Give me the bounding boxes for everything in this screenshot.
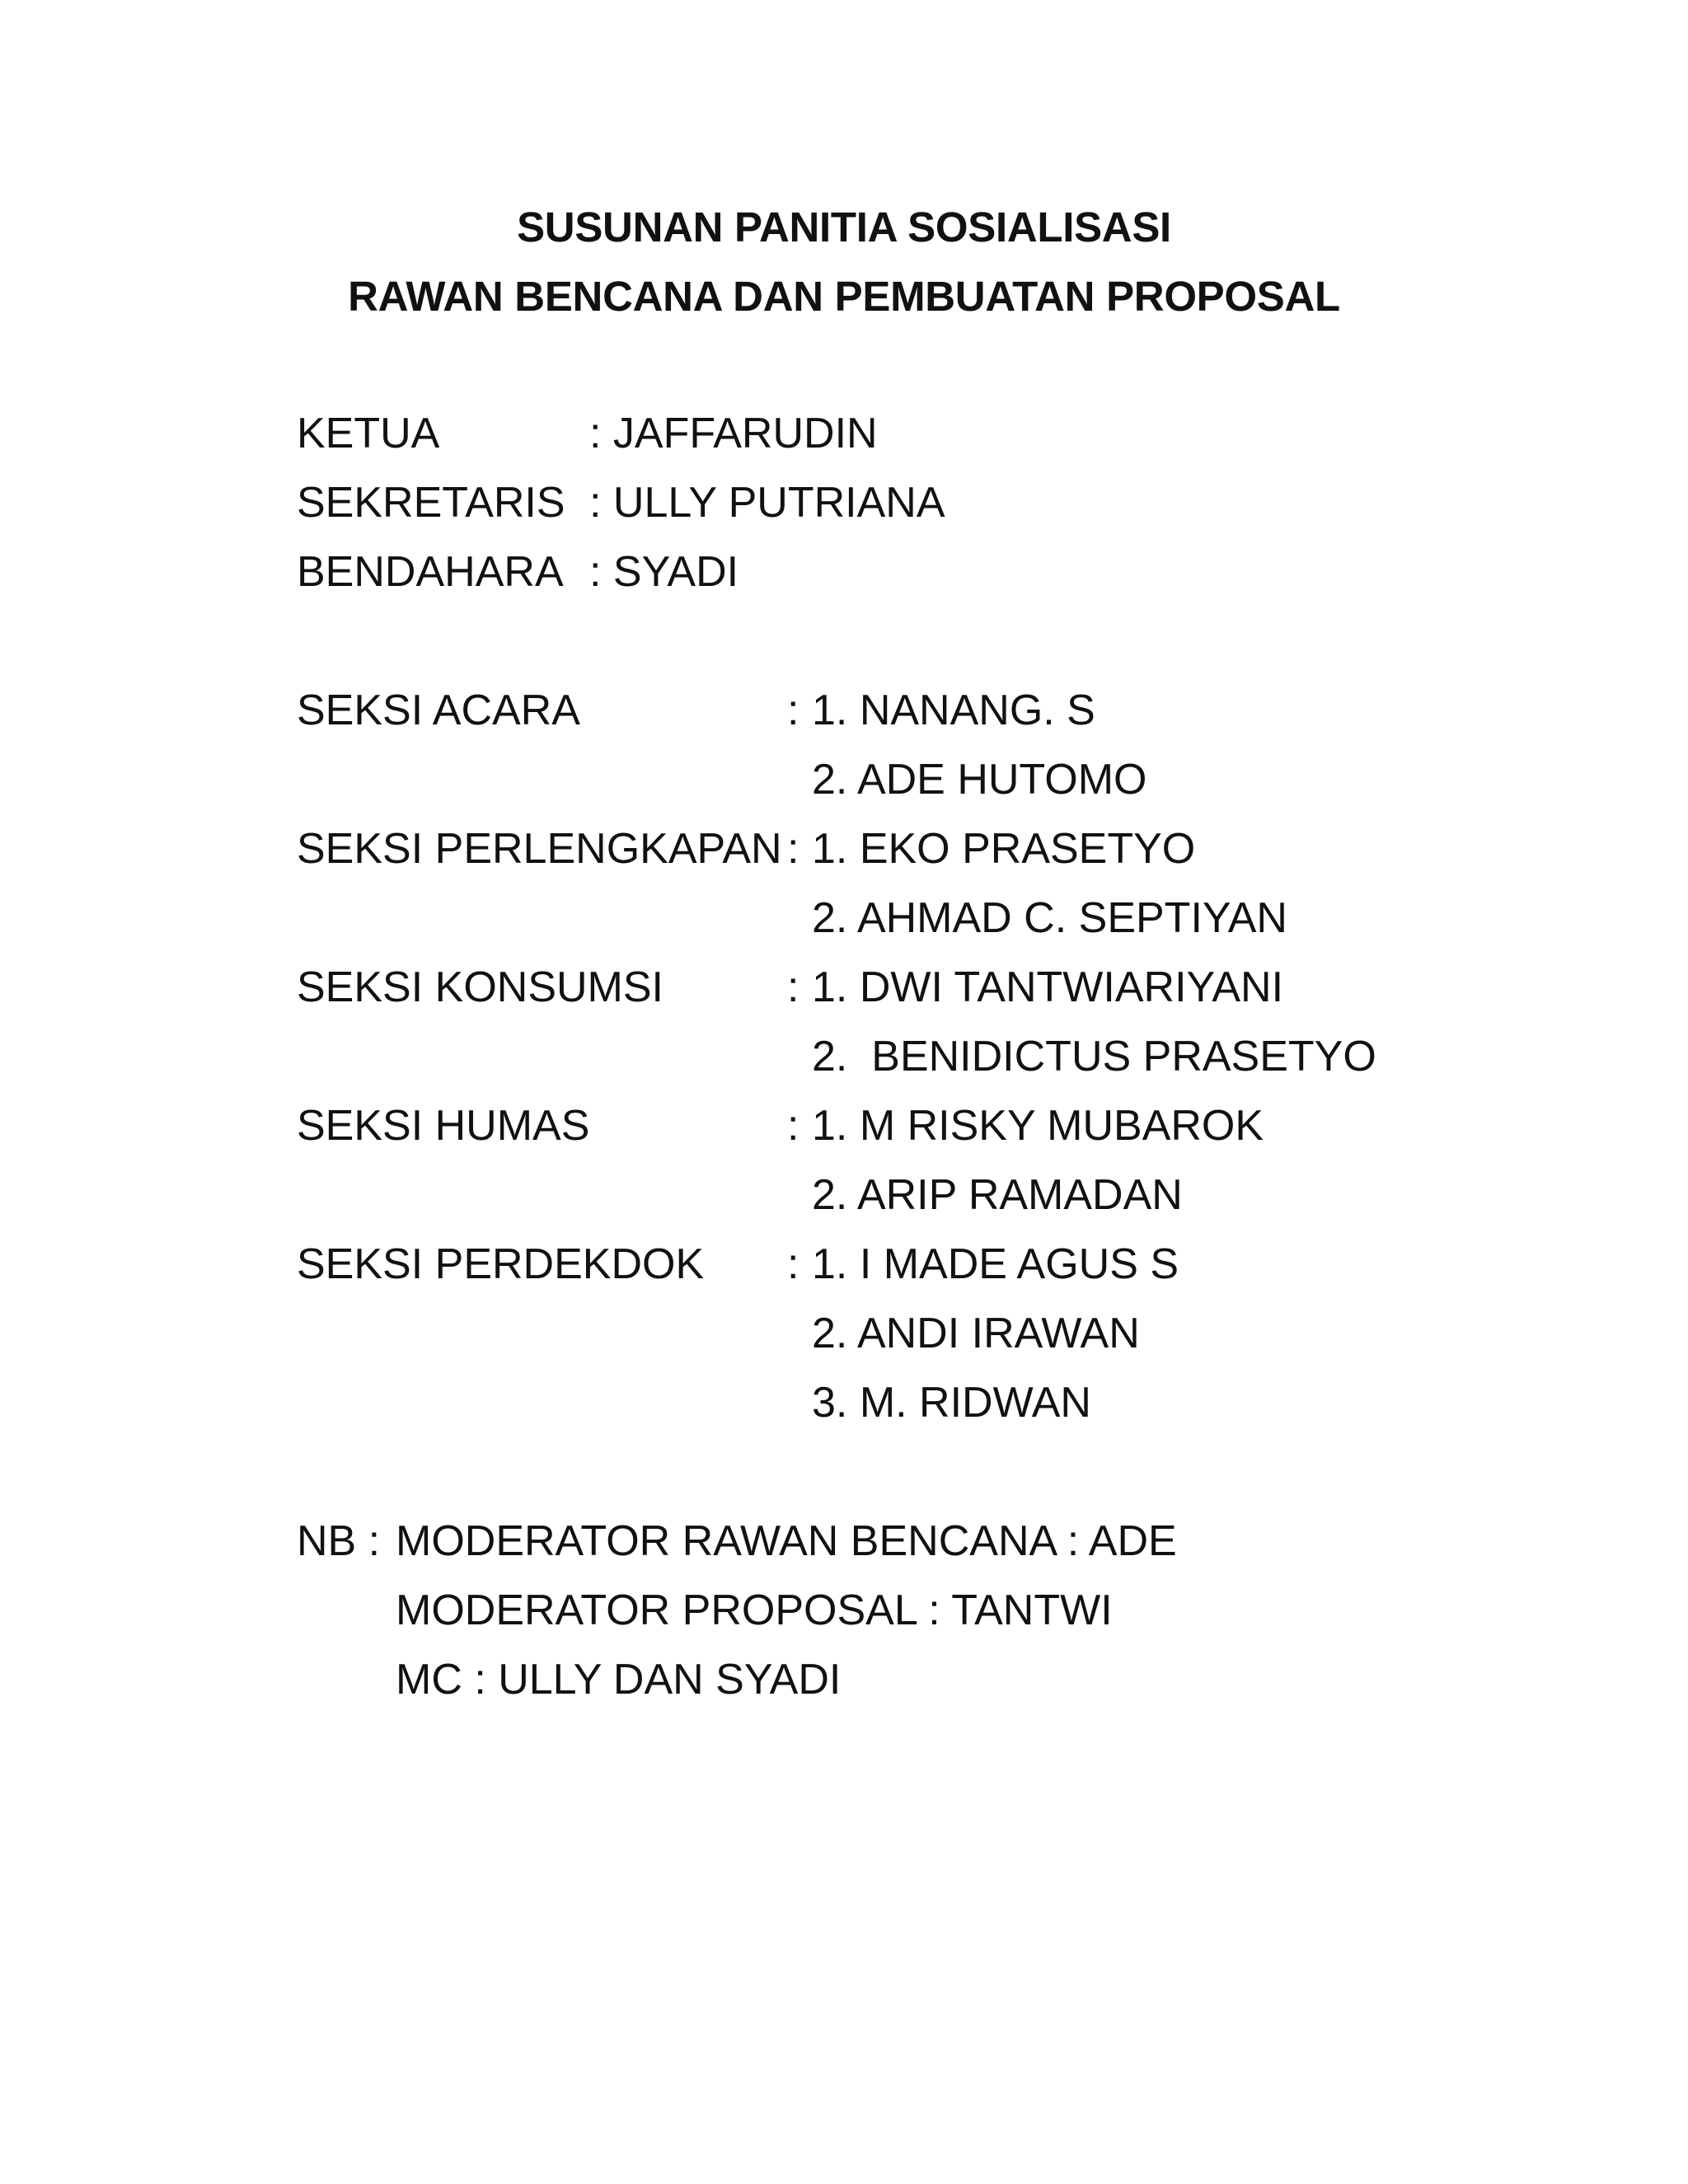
- section-member: 1. NANANG. S: [812, 687, 1095, 734]
- section-member: 2. AHMAD C. SEPTIYAN: [812, 894, 1287, 942]
- section-label-perlengkapan: SEKSI PERLENGKAPAN: [297, 825, 782, 873]
- section-label-perdekdok: SEKSI PERDEKDOK: [297, 1240, 705, 1288]
- document-title-line-2: RAWAN BENCANA DAN PEMBUATAN PROPOSAL: [348, 273, 1340, 320]
- officer-name-ketua: : JAFFARUDIN: [589, 410, 878, 457]
- section-colon: :: [787, 687, 799, 734]
- officer-role-sekretaris: SEKRETARIS: [297, 479, 565, 527]
- notes-line: MODERATOR RAWAN BENCANA : ADE: [396, 1517, 1177, 1565]
- section-label-humas: SEKSI HUMAS: [297, 1102, 590, 1150]
- notes-label: NB :: [297, 1517, 381, 1565]
- section-member: 3. M. RIDWAN: [812, 1379, 1091, 1427]
- section-member: 1. DWI TANTWIARIYANI: [812, 963, 1284, 1011]
- section-member: 1. I MADE AGUS S: [812, 1240, 1179, 1288]
- notes-line: MODERATOR PROPOSAL : TANTWI: [396, 1586, 1113, 1634]
- officer-name-sekretaris: : ULLY PUTRIANA: [589, 479, 945, 527]
- document-title-line-1: SUSUNAN PANITIA SOSIALISASI: [517, 204, 1171, 251]
- officer-role-bendahara: BENDAHARA: [297, 548, 564, 596]
- section-member: 2. BENIDICTUS PRASETYO: [812, 1033, 1376, 1080]
- section-member: 2. ADE HUTOMO: [812, 756, 1147, 804]
- section-member: 2. ANDI IRAWAN: [812, 1310, 1140, 1357]
- officer-name-bendahara: : SYADI: [589, 548, 739, 596]
- section-label-acara: SEKSI ACARA: [297, 687, 580, 734]
- section-member: 1. M RISKY MUBAROK: [812, 1102, 1264, 1150]
- section-label-konsumsi: SEKSI KONSUMSI: [297, 963, 663, 1011]
- notes-line: MC : ULLY DAN SYADI: [396, 1656, 842, 1704]
- officer-role-ketua: KETUA: [297, 410, 440, 457]
- section-colon: :: [787, 963, 799, 1011]
- section-colon: :: [787, 1102, 799, 1150]
- section-member: 2. ARIP RAMADAN: [812, 1171, 1183, 1219]
- section-colon: :: [787, 825, 799, 873]
- section-colon: :: [787, 1240, 799, 1288]
- section-member: 1. EKO PRASETYO: [812, 825, 1196, 873]
